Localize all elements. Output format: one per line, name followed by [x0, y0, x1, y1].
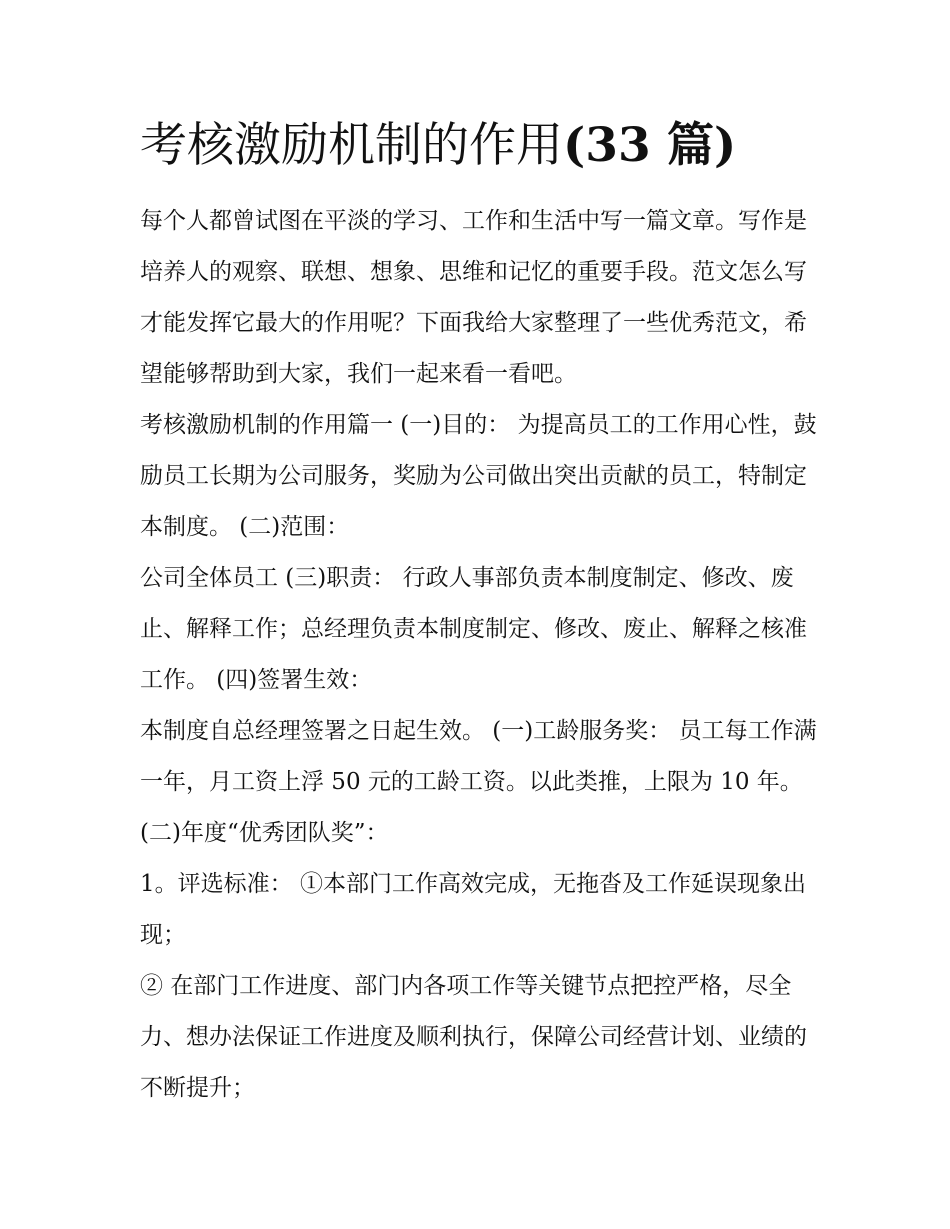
paragraph-responsibility: 公司全体员工 (三)职责： 行政人事部负责本制度制定、修改、废止、解释工作；总经理负责本制度制定、修改、废止、解释之核准工作。 (四)签署生效： — [140, 565, 807, 693]
title-suffix: (33 篇) — [563, 118, 737, 173]
paragraph-criteria-2: ② 在部门工作进度、部门内各项工作等关键节点把控严格，尽全力、想办法保证工作进度及顺利执行，保障公司经营计划、业绩的不断提升； — [140, 973, 807, 1101]
paragraph-purpose: 考核激励机制的作用篇一 (一)目的： 为提高员工的工作用心性，鼓励员工长期为公司服务，奖励为公司做出突出贡献的员工，特制定本制度。 (二)范围： — [140, 412, 817, 540]
document-page — [140, 108, 820, 1114]
paragraph-intro: 每个人都曾试图在平淡的学习、工作和生活中写一篇文章。写作是培养人的观察、联想、想象、思维和记忆的重要手段。范文怎么写才能发挥它最大的作用呢？下面我给大家整理了一些优秀范文，希望能够帮助到大家，我们一起来看一看吧。 — [140, 208, 807, 387]
document-title — [140, 108, 820, 184]
paragraph-effective: 本制度自总经理签署之日起生效。 (一)工龄服务奖： 员工每工作满一年，月工资上浮 50 元的工龄工资。以此类推，上限为 10 年。 (二)年度“优秀团队奖”： — [140, 718, 817, 846]
paragraph-criteria-1: 1。评选标准： ①本部门工作高效完成，无拖沓及工作延误现象出现； — [140, 871, 806, 948]
title-main: 考核激励机制的作用 — [140, 118, 563, 173]
